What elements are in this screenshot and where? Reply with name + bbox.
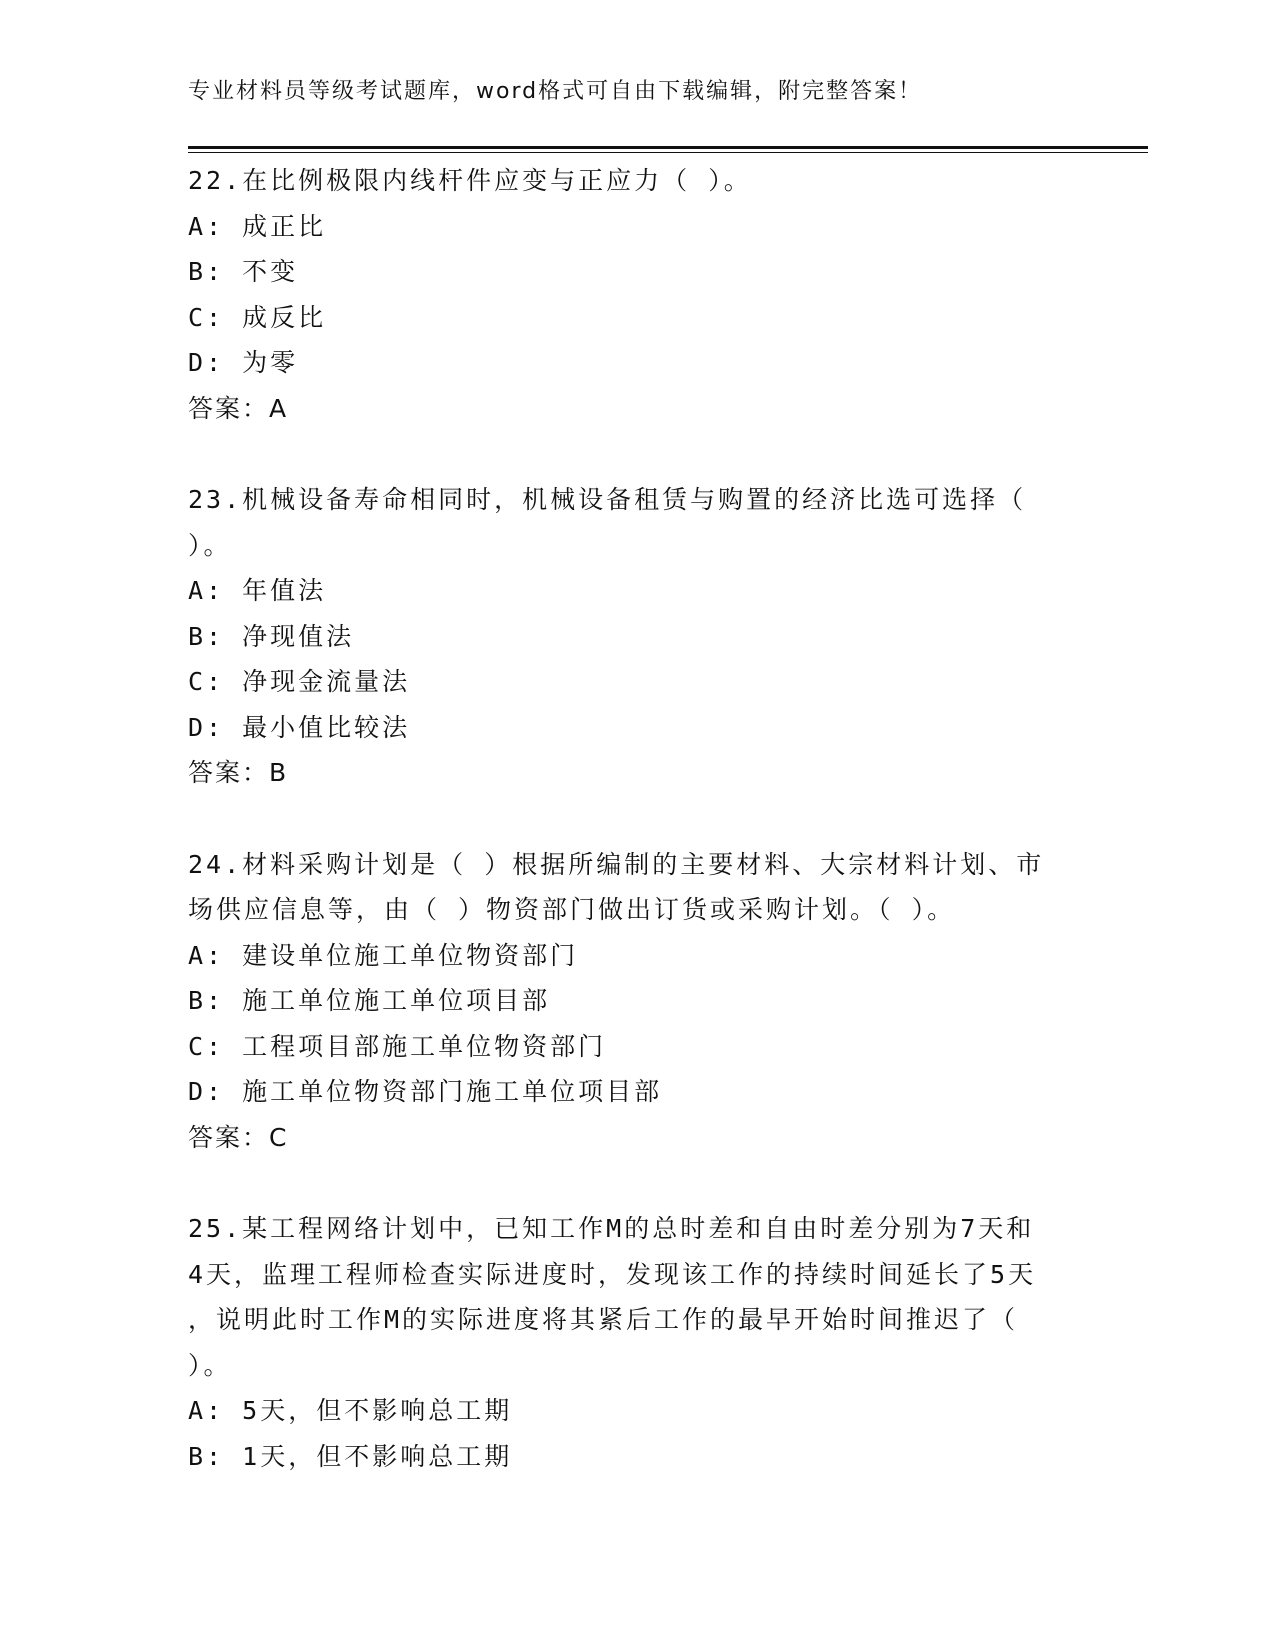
question-stem-continued: ，说明此时工作M的实际进度将其紧后工作的最早开始时间推迟了（ bbox=[188, 1305, 1019, 1334]
question-stem-continued: 场供应信息等，由（ ）物资部门做出订货或采购计划。（ ）。 bbox=[188, 895, 956, 924]
option-d: D: 施工单位物资部门施工单位项目部 bbox=[188, 1077, 663, 1106]
question-25 bbox=[188, 1206, 1068, 1479]
question-stem-continued: ）。 bbox=[188, 530, 232, 560]
option-c: C: 净现金流量法 bbox=[188, 667, 411, 696]
option-c: C: 成反比 bbox=[188, 302, 327, 332]
question-23 bbox=[188, 477, 1068, 796]
option-a: A: 成正比 bbox=[188, 211, 327, 241]
answer: 答案：C bbox=[188, 1122, 289, 1152]
question-stem: 22.在比例极限内线杆件应变与正应力（ ）。 bbox=[188, 166, 752, 195]
question-stem: 23.机械设备寿命相同时，机械设备租赁与购置的经济比选可选择（ bbox=[188, 485, 1027, 514]
question-22 bbox=[188, 158, 1068, 431]
option-a: A: 5天，但不影响总工期 bbox=[188, 1396, 513, 1425]
answer: 答案：B bbox=[188, 758, 289, 787]
option-c: C: 工程项目部施工单位物资部门 bbox=[188, 1031, 607, 1061]
option-b: B: 1天，但不影响总工期 bbox=[188, 1441, 513, 1471]
option-a: A: 年值法 bbox=[188, 576, 327, 605]
question-stem-continued: ）。 bbox=[188, 1350, 232, 1380]
question-list bbox=[188, 158, 1068, 1479]
question-stem: 25.某工程网络计划中，已知工作M的总时差和自由时差分别为7天和 bbox=[188, 1214, 1035, 1243]
question-24 bbox=[188, 842, 1068, 1161]
option-d: D: 为零 bbox=[188, 348, 299, 377]
option-b: B: 不变 bbox=[188, 257, 299, 286]
option-a: A: 建设单位施工单位物资部门 bbox=[188, 940, 579, 970]
option-b: B: 施工单位施工单位项目部 bbox=[188, 986, 551, 1015]
page-header: 专业材料员等级考试题库，word格式可自由下载编辑，附完整答案！ bbox=[188, 79, 923, 104]
header-rule-thick bbox=[188, 146, 1148, 149]
option-b: B: 净现值法 bbox=[188, 621, 355, 651]
option-d: D: 最小值比较法 bbox=[188, 712, 411, 742]
question-stem: 24.材料采购计划是（ ）根据所编制的主要材料、大宗材料计划、市 bbox=[188, 849, 1045, 879]
answer: 答案：A bbox=[188, 393, 289, 423]
header-rule-thin bbox=[188, 152, 1148, 153]
question-stem-continued: 4天，监理工程师检查实际进度时，发现该工作的持续时间延长了5天 bbox=[188, 1259, 1037, 1289]
